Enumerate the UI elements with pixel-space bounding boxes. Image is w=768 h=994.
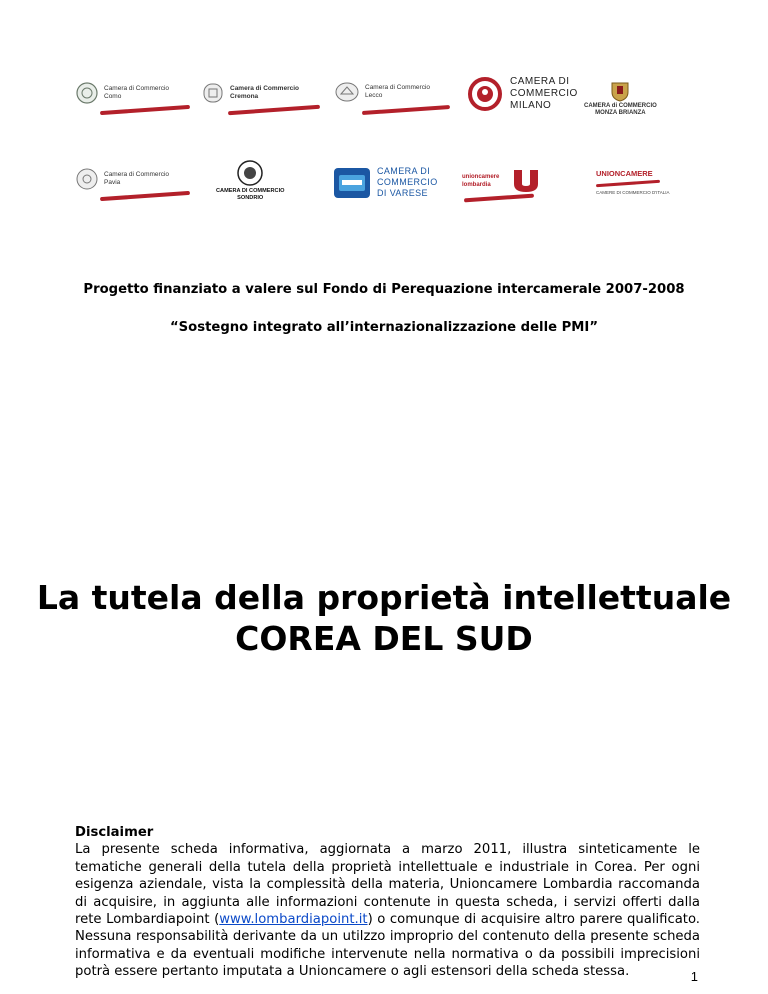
logo-varese [333, 166, 438, 199]
milano-seal-icon [468, 77, 502, 111]
crest-icon [610, 80, 630, 102]
seal-icon [76, 168, 98, 190]
logo-cremona-line2: Cremona [230, 93, 259, 100]
u-mark-icon [512, 168, 540, 194]
logo-sondrio-line1: CAMERA DI COMMERCIO [216, 188, 285, 194]
logo-milano [468, 76, 578, 112]
swoosh-decoration [100, 191, 190, 201]
disclaimer-body [75, 841, 700, 980]
logo-unioncamere-lombardia-text: unioncamere lombardia [462, 174, 500, 188]
logo-como-line2: Como [104, 93, 122, 100]
logo-monza-line2: MONZA BRIANZA [595, 110, 646, 116]
seal-icon [335, 82, 359, 102]
logo-sondrio [216, 160, 284, 202]
varese-badge-icon [333, 167, 371, 199]
logo-varese-line3: DI VARESE [377, 188, 428, 198]
logo-cremona-line1: Camera di Commercio [230, 85, 299, 92]
swoosh-decoration [228, 105, 320, 115]
logo-milano-line3: MILANO [510, 100, 552, 111]
swoosh-decoration [464, 194, 534, 203]
logo-sondrio-line2: SONDRIO [237, 195, 264, 201]
page-number: 1 [690, 969, 698, 984]
logo-monza-brianza [584, 80, 657, 117]
swoosh-decoration [100, 105, 190, 115]
funding-statement: Progetto finanziato a valere sul Fondo di Perequazione intercamerale 2007-2008 [83, 282, 685, 297]
disclaimer-heading: Disclaimer [75, 825, 154, 840]
disclaimer-text-part1: La presente scheda informativa, aggiornata a marzo 2011, illustra sinteticamente le tematiche generali della tutela della proprietà intellettuale e industriale in Corea. Per ogni esigenza aziendale, vista la complessità della materia, Unioncamere Lombardia raccomanda di acquisire, in aggiunta alle informazioni contenute in questa scheda, i servizi offerti dalla rete Lombardiapoint ( [75, 842, 700, 928]
logo-varese-line1: CAMERA DI [377, 166, 431, 176]
logo-como-line1: Camera di Commercio [104, 85, 170, 92]
logo-lecco-line2: Lecco [365, 92, 383, 99]
document-title [0, 577, 768, 659]
logo-milano-line1: CAMERA DI [510, 76, 570, 87]
title-line-1: La tutela della proprietà intellettuale [36, 578, 732, 617]
seal-icon [76, 82, 98, 104]
seal-icon [202, 82, 224, 104]
logo-lecco [335, 82, 430, 102]
logo-varese-line2: COMMERCIO [377, 177, 438, 187]
chamber-logos [0, 0, 768, 230]
logo-monza-line1: CAMERA di COMMERCIO [584, 103, 657, 109]
logo-como [76, 82, 169, 104]
logo-milano-line2: COMMERCIO [510, 88, 578, 99]
logo-pavia [76, 168, 169, 190]
title-line-2: COREA DEL SUD [235, 619, 533, 658]
logo-unioncamere-line1: UNIONCAMERE [596, 169, 653, 178]
disclaimer-section [75, 824, 700, 981]
swoosh-decoration [362, 105, 450, 115]
seal-icon [237, 160, 263, 186]
lombardiapoint-link[interactable]: www.lombardiapoint.it [219, 912, 368, 928]
disclaimer-text-part2: ) o comunque di acquisire altro parere qualificato. Nessuna responsabilità derivante da un utilzzo improprio del contenuto della presente scheda informativa e da eventuali modifiche intervenute nella normativa o da possibili imprecisioni potrà essere pertanto imputata a Unioncamere o agli estensori della scheda stessa. [75, 912, 700, 980]
logo-unioncamere-lombardia [462, 168, 540, 194]
logo-cremona [202, 82, 299, 104]
logo-unioncamere-line2: CAMERE DI COMMERCIO D'ITALIA [596, 190, 670, 195]
logo-lecco-line1: Camera di Commercio [365, 84, 431, 91]
logo-pavia-line1: Camera di Commercio [104, 171, 170, 178]
logo-unioncamere [596, 170, 670, 197]
project-title: “Sostegno integrato all’internazionalizzazione delle PMI” [170, 320, 598, 335]
logo-pavia-line2: Pavia [104, 179, 121, 186]
swoosh-decoration [596, 180, 660, 187]
